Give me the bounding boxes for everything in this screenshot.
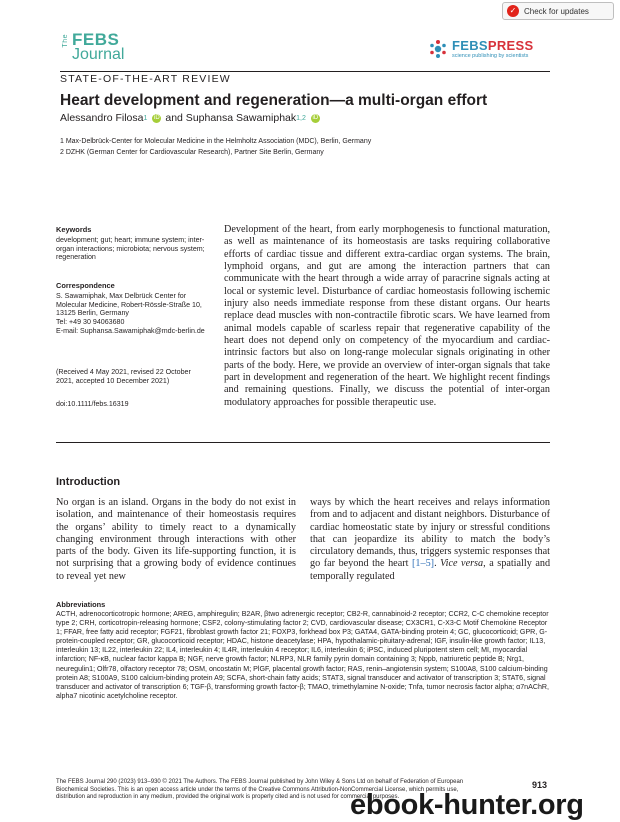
section-label: STATE-OF-THE-ART REVIEW (60, 73, 231, 85)
author-line (60, 112, 324, 124)
orcid-icon[interactable]: iD (312, 114, 319, 121)
intro-right-italic: Vice versa (440, 558, 484, 570)
intro-right-text-a: ways by which the heart receives and relays information from and to adjacent and distant neighbors. Disturbance of cardiac homeostatic state by injury or stressful conditions that can jeopardize its ability to match the body’s circulatory demands, thus, triggers systemic responses that go far beyond the heart (310, 497, 550, 570)
check-for-updates-label: Check for updates (524, 6, 589, 16)
keywords-block (56, 226, 206, 262)
check-for-updates-button[interactable] (502, 2, 614, 20)
affiliation-2: 2 DZHK (German Center for Cardiovascular Research), Partner Site Berlin, Germany (60, 149, 324, 156)
check-updates-icon: ✓ (507, 5, 519, 17)
author-2[interactable]: and Suphansa Sawamiphak (165, 112, 297, 124)
logo-journal: Journal (72, 46, 125, 63)
febs-press-title (452, 38, 533, 53)
correspondence-email[interactable]: E-mail: Suphansa.Sawamiphak@mdc-berlin.de (56, 326, 205, 335)
intro-right-text-b: , a spatially and temporally regulated (310, 558, 551, 582)
article-title: Heart development and regeneration—a multi-organ effort (60, 92, 488, 109)
correspondence-block (56, 282, 206, 336)
correspondence-address: S. Sawamiphak, Max Delbrück Center for Molecular Medicine, Robert-Rössle-Straße 10, 13125 Berlin, Germany (56, 291, 202, 318)
watermark: ebook-hunter.org (350, 789, 584, 821)
correspondence-tel: Tel: +49 30 94063680 (56, 318, 125, 327)
author-2-affil: 1,2 (296, 114, 306, 122)
author-1[interactable]: Alessandro Filosa (60, 112, 144, 124)
header-rule (60, 71, 550, 72)
intro-right-column: ways by which the heart receives and relays information from and to adjacent and distant neighbors. Disturbance of cardiac homeostatic state by injury or stressful conditions that can jeopardize its ability to match the body’s circulatory demands, thus, triggers systemic responses that go far beyond the heart [1–5]. Vice versa, a spatially and temporally regulated (310, 497, 551, 582)
febs-press-logo (428, 38, 540, 64)
author-1-affil: 1 (143, 114, 148, 122)
intro-left-column: No organ is an island. Organs in the body do not exist in isolation, and maintenance of their homeostasis requires the organs’ ability to timely react to a dynamically changing environment through interactions with other parts of the body. Given its life-supporting function, it is not surprising that a growing body of evidence continues to reveal yet new (56, 497, 296, 582)
abbreviations-text: ACTH, adrenocorticotropic hormone; AREG, amphiregulin; B2AR, βtwo adrenergic receptor; CB2-R, cannabinoid-2 receptor; CCR2, C-C chemokine receptor type 2; CRH, corticotropin-releasing hormone; CSF2, colony-stimulating factor 2; CVD, cardiovascular disease; CX3CR1, C-X3-C Motif Chemokine Receptor 1; FFAR, free fatty acid receptor; FGF21, fibroblast growth factor 21; FOXP3, forkhead box P3; GATA4, GATA-binding protein 4; GC, glucocorticoid; GPR, G-protein-coupled receptor; GR, glucocorticoid receptor; HDAC, histone deacetylase; HPA, hypothalamic-pituitary-adrenal; IGF, insulin-like growth factor; IL13, interleukin 13; IL22, interleukin 22; IL4, interleukin 4; IL4R, interleukin 4 receptor; IL6, interleukin 6; iPSC, induced pluripotent stem cell; MI, myocardial infarction; NF-κB, nuclear factor kappa B; NGF, nerve growth factor; NLRP3, NLR family pyrin domain containing 3; Nppb, natriuretic peptide B; Nrg1, neuregulin1; Olfr78, olfactory receptor 78; OSM, oncostatin M; PlGF, placental growth factor; RAS, renin–angiotensin system; S100A8, S100 calcium-binding protein A8; S100A9, S100 calcium-binding protein A9; SCFA, short-chain fatty acids; STAT3, signal transducer and activator of transcription 3; STAT6, signal transducer and activator of transcription 6; TGF-β, transforming growth factor-β; TMAO, trimethylamine N-oxide; Tnfa, tumor necrosis factor alpha; α7nAChR, alpha7 nicotinic acetylcholine receptor. (56, 610, 549, 700)
history-dates: (Received 4 May 2021, revised 22 October 2021, accepted 10 December 2021) (56, 368, 191, 385)
footer-license: The FEBS Journal 290 (2023) 913–930 © 2021 The Authors. The FEBS Journal published by John Wiley & Sons Ltd on behalf of Federation of European Biochemical Societies. This is an open access article under the terms of the Creative Commons Attribution-NonCommercial License, which permits use, distribution and reproduction in any medium, provided the original work is properly cited and is not used for commercial purposes. (56, 779, 464, 801)
logo-febs: FEBS (72, 30, 120, 49)
orcid-icon[interactable]: iD (154, 114, 160, 121)
abbreviations-heading: Abbreviations (56, 600, 106, 609)
keywords-heading: Keywords (56, 225, 92, 234)
febs-press-dots-icon (428, 39, 448, 59)
logo-the: The (62, 34, 69, 48)
abstract-rule (56, 442, 550, 443)
page-number: 913 (532, 780, 548, 790)
citation-link[interactable]: [1–5] (412, 558, 435, 570)
doi-link[interactable]: doi:10.1111/febs.16319 (56, 400, 129, 408)
abstract-text: Development of the heart, from early morphogenesis to functional maturation, as well as maintenance of its homeostasis are tasks requiring collaborative efforts of cardiac tissue and different extra-cardiac organ systems. The brain, lymphoid organs, and gut are among the interaction partners that can communicate with the heart through a wide array of paracrine signals acting at local or systemic level. Disturbance of cardiac homeostasis following ischemic injury also needs immediate response from these distant organs. Our hearts replace dead muscles with non-contractile fibrotic scars. We have learned from animal models capable of scarless repair that regenerative capability of the heart does not depend only on competency of the myocardium and cardiac-intrinsic factors but also on long-range molecular signals originating in other parts of the body. Here, we provide an overview of inter-organ signals that take part in development and regeneration of the heart. We highlight recent findings and remaining questions. Finally, we discuss the potential of inter-organ modulatory approaches for possible therapeutic use. (224, 224, 550, 408)
keywords-text: development; gut; heart; immune system; inter-organ interactions; microbiota; nervous system; regeneration (56, 235, 205, 262)
press-press: PRESS (487, 38, 534, 53)
introduction-heading: Introduction (56, 476, 121, 488)
febs-journal-logo (62, 30, 132, 68)
press-tagline: science publishing by scientists (452, 53, 529, 59)
affiliation-1: 1 Max-Delbrück-Center for Molecular Medicine in the Helmholtz Association (MDC), Berlin, Germany (60, 138, 372, 145)
correspondence-heading: Correspondence (56, 281, 115, 290)
press-febs: FEBS (452, 38, 488, 53)
